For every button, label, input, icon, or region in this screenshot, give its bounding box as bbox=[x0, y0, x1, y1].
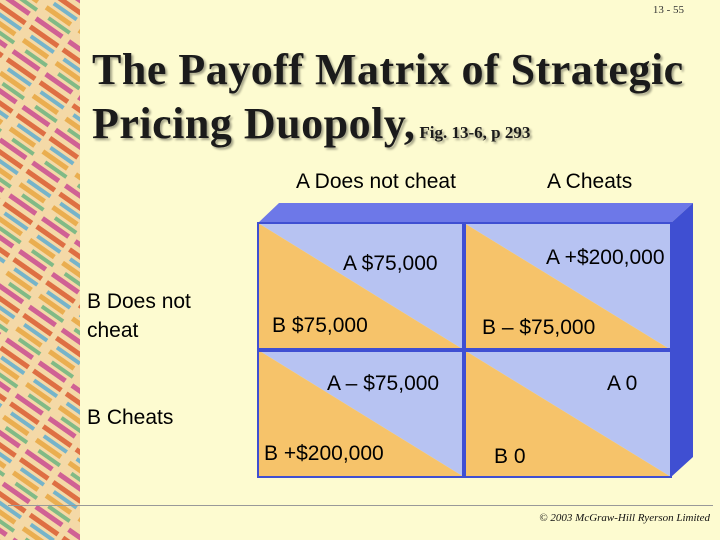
copyright-footer: © 2003 McGraw-Hill Ryerson Limited bbox=[539, 512, 710, 524]
slide-title-line-1: The Payoff Matrix of Strategic bbox=[92, 45, 684, 94]
payoff-bottom-left-a: A – $75,000 bbox=[327, 372, 440, 395]
footer-divider bbox=[8, 505, 713, 506]
column-header-a-does-not-cheat: A Does not cheat bbox=[296, 170, 456, 193]
payoff-top-left-b: B $75,000 bbox=[272, 314, 368, 337]
page-number: 13 - 55 bbox=[652, 4, 684, 16]
matrix-frame-side bbox=[671, 203, 693, 477]
row-header-b-does-not-cheat-line-2: cheat bbox=[87, 319, 139, 342]
payoff-bottom-left-b: B +$200,000 bbox=[264, 442, 384, 465]
figure-reference: Fig. 13-6, p 293 bbox=[419, 123, 531, 142]
matrix-frame-top bbox=[258, 203, 693, 223]
payoff-bottom-right-b: B 0 bbox=[494, 445, 526, 468]
slide-title-text: Pricing Duopoly, bbox=[92, 99, 416, 148]
row-header-b-does-not-cheat-line-1: B Does not bbox=[87, 290, 191, 313]
payoff-top-right-a: A +$200,000 bbox=[546, 246, 665, 269]
row-header-b-cheats: B Cheats bbox=[87, 406, 174, 429]
payoff-top-left-a: A $75,000 bbox=[343, 252, 438, 275]
column-header-a-cheats: A Cheats bbox=[547, 170, 633, 193]
payoff-top-right-b: B – $75,000 bbox=[482, 316, 596, 339]
payoff-bottom-right-a: A 0 bbox=[607, 372, 638, 395]
